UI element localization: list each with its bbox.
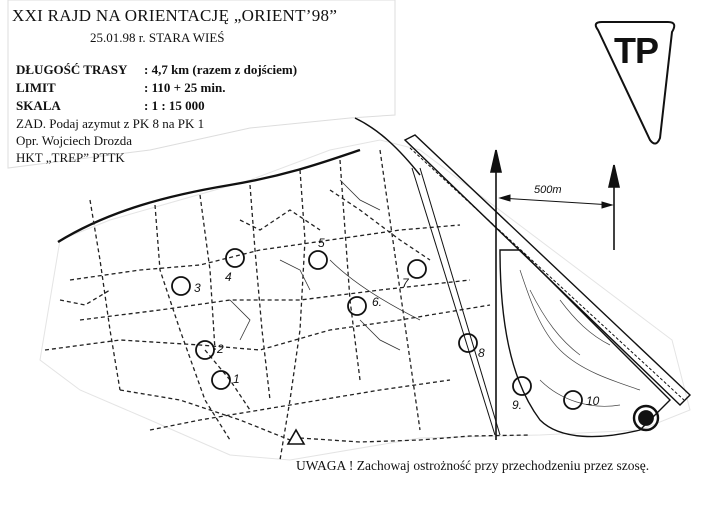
power-line xyxy=(412,168,495,435)
checkpoint-6-circle xyxy=(348,297,366,315)
map-edge xyxy=(40,140,690,460)
tp-badge-label: TP xyxy=(614,30,659,71)
checkpoint-3-label: 3 xyxy=(194,281,201,295)
warning-text: UWAGA ! Zachowaj ostrożność przy przechodzeniu przez szosę. xyxy=(296,458,650,473)
scale-bar xyxy=(500,195,612,208)
power-line-2 xyxy=(420,168,500,435)
task-text: ZAD. Podaj azymut z PK 8 na PK 1 xyxy=(16,116,205,131)
scale-value: : 1 : 15 000 xyxy=(144,98,205,113)
event-title: XXI RAJD NA ORIENTACJĘ „ORIENT’98” xyxy=(12,6,338,25)
start-triangle xyxy=(288,430,304,444)
checkpoint-6-label: 6. xyxy=(372,295,383,309)
checkpoint-1-circle xyxy=(212,371,230,389)
route-length-key: DŁUGOŚĆ TRASY xyxy=(16,62,128,77)
checkpoint-9-circle xyxy=(513,377,531,395)
checkpoint-5-circle xyxy=(309,251,327,269)
forest-area xyxy=(500,250,670,437)
checkpoint-9-label: 9. xyxy=(512,398,523,412)
checkpoint-4-circle xyxy=(226,249,244,267)
club-text: HKT „TREP” PTTK xyxy=(16,150,125,165)
checkpoint-10-label: 10 xyxy=(586,394,600,408)
checkpoint-2-label: 2 xyxy=(217,342,224,356)
checkpoint-1-label: 1 xyxy=(233,372,240,386)
limit-row xyxy=(16,80,225,96)
checkpoint-7-circle xyxy=(408,260,426,278)
date-place: 25.01.98 r. STARA WIEŚ xyxy=(90,30,225,45)
scale-row xyxy=(16,98,205,114)
checkpoint-7-label: 7 xyxy=(402,276,409,290)
checkpoint-8-label: 8 xyxy=(478,346,485,360)
author-text: Opr. Wojciech Drozda xyxy=(16,133,133,148)
limit-key: LIMIT xyxy=(16,80,56,95)
dashed-paths xyxy=(45,150,530,460)
route-length-value: : 4,7 km (razem z dojściem) xyxy=(144,62,298,77)
checkpoint-10-circle xyxy=(564,391,582,409)
scale-bar-label: 500m xyxy=(534,184,562,196)
checkpoint-5-label: 5 xyxy=(318,236,325,250)
checkpoint-4-label: 4 xyxy=(225,270,232,284)
checkpoint-3-circle xyxy=(172,277,190,295)
limit-value: : 110 + 25 min. xyxy=(144,80,226,95)
finish-dot xyxy=(639,411,653,425)
scale-key: SKALA xyxy=(16,98,61,113)
highway-strip xyxy=(405,135,690,405)
route-length-row xyxy=(16,62,297,78)
header-card-text xyxy=(0,0,395,165)
